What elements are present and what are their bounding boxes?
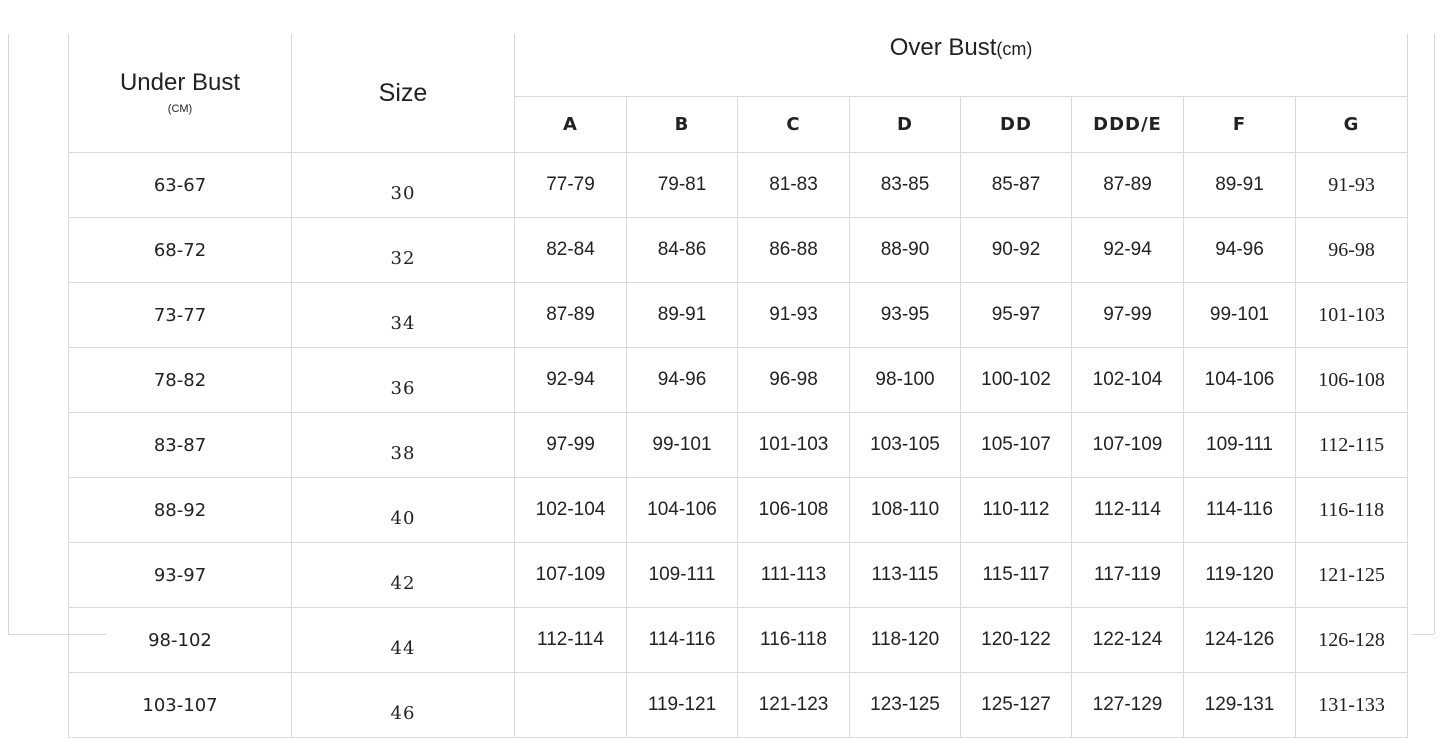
header-row-top	[69, 34, 1408, 97]
over-bust-cell: 95-97	[961, 283, 1072, 348]
under-bust-label: Under Bust	[119, 69, 241, 96]
over-bust-cell: 89-91	[627, 283, 738, 348]
cup-header-b: B	[627, 97, 738, 153]
size-header	[292, 34, 515, 153]
cup-header-d: D	[850, 97, 961, 153]
frame-bottom-border-right	[1412, 634, 1434, 635]
size-label: Size	[378, 78, 428, 107]
under-bust-cell: 98-102	[69, 608, 292, 673]
over-bust-cell: 81-83	[738, 153, 850, 218]
table-row	[69, 153, 1408, 218]
over-bust-cell: 96-98	[1296, 218, 1408, 283]
over-bust-cell: 90-92	[961, 218, 1072, 283]
over-bust-cell: 102-104	[515, 478, 627, 543]
over-bust-cell: 99-101	[1184, 283, 1296, 348]
over-bust-cell: 93-95	[850, 283, 961, 348]
over-bust-cell: 100-102	[961, 348, 1072, 413]
over-bust-cell: 103-105	[850, 413, 961, 478]
table-row	[69, 608, 1408, 673]
under-bust-cell: 63-67	[69, 153, 292, 218]
cup-header-c: C	[738, 97, 850, 153]
size-cell: 36	[292, 348, 515, 413]
under-bust-cell: 78-82	[69, 348, 292, 413]
over-bust-cell: 129-131	[1184, 673, 1296, 738]
cup-header-a: A	[515, 97, 627, 153]
size-cell: 34	[292, 283, 515, 348]
over-bust-cell: 92-94	[1072, 218, 1184, 283]
over-bust-cell: 98-100	[850, 348, 961, 413]
table-row	[69, 478, 1408, 543]
table-row	[69, 673, 1408, 738]
over-bust-cell: 87-89	[515, 283, 627, 348]
table-row	[69, 218, 1408, 283]
under-bust-cell: 93-97	[69, 543, 292, 608]
cup-header-f: F	[1184, 97, 1296, 153]
over-bust-cell: 82-84	[515, 218, 627, 283]
size-chart-table	[68, 34, 1408, 738]
over-bust-cell: 119-121	[627, 673, 738, 738]
over-bust-cell: 89-91	[1184, 153, 1296, 218]
over-bust-cell: 108-110	[850, 478, 961, 543]
over-bust-cell: 88-90	[850, 218, 961, 283]
frame-left-border	[8, 34, 9, 634]
under-bust-cell: 83-87	[69, 413, 292, 478]
over-bust-cell: 107-109	[515, 543, 627, 608]
over-bust-cell: 84-86	[627, 218, 738, 283]
over-bust-cell: 116-118	[738, 608, 850, 673]
over-bust-cell: 125-127	[961, 673, 1072, 738]
table-row	[69, 348, 1408, 413]
over-bust-cell: 104-106	[1184, 348, 1296, 413]
over-bust-cell: 77-79	[515, 153, 627, 218]
over-bust-cell: 101-103	[738, 413, 850, 478]
over-bust-cell: 112-114	[515, 608, 627, 673]
size-cell: 44	[292, 608, 515, 673]
under-bust-cell: 68-72	[69, 218, 292, 283]
over-bust-cell: 121-123	[738, 673, 850, 738]
size-cell: 46	[292, 673, 515, 738]
size-cell: 40	[292, 478, 515, 543]
over-bust-cell: 114-116	[627, 608, 738, 673]
under-bust-header	[69, 34, 292, 153]
over-bust-cell: 91-93	[738, 283, 850, 348]
table-row	[69, 413, 1408, 478]
over-bust-unit: (cm)	[996, 39, 1033, 59]
over-bust-cell: 124-126	[1184, 608, 1296, 673]
over-bust-cell: 117-119	[1072, 543, 1184, 608]
over-bust-cell: 120-122	[961, 608, 1072, 673]
over-bust-cell: 116-118	[1296, 478, 1408, 543]
over-bust-cell: 106-108	[1296, 348, 1408, 413]
under-bust-cell: 103-107	[69, 673, 292, 738]
over-bust-cell: 91-93	[1296, 153, 1408, 218]
cup-header-dd: DD	[961, 97, 1072, 153]
under-bust-unit: (CM)	[167, 103, 193, 115]
size-cell: 42	[292, 543, 515, 608]
table-row	[69, 543, 1408, 608]
over-bust-cell: 131-133	[1296, 673, 1408, 738]
cup-header-g: G	[1296, 97, 1408, 153]
over-bust-cell: 106-108	[738, 478, 850, 543]
under-bust-cell: 88-92	[69, 478, 292, 543]
over-bust-cell: 107-109	[1072, 413, 1184, 478]
over-bust-cell: 85-87	[961, 153, 1072, 218]
over-bust-cell: 79-81	[627, 153, 738, 218]
over-bust-cell: 110-112	[961, 478, 1072, 543]
over-bust-cell: 126-128	[1296, 608, 1408, 673]
over-bust-cell: 113-115	[850, 543, 961, 608]
over-bust-cell: 122-124	[1072, 608, 1184, 673]
over-bust-cell: 119-120	[1184, 543, 1296, 608]
over-bust-cell: 115-117	[961, 543, 1072, 608]
over-bust-cell: 99-101	[627, 413, 738, 478]
over-bust-cell: 94-96	[627, 348, 738, 413]
over-bust-cell: 104-106	[627, 478, 738, 543]
over-bust-cell: 102-104	[1072, 348, 1184, 413]
over-bust-cell: 123-125	[850, 673, 961, 738]
size-cell: 38	[292, 413, 515, 478]
over-bust-cell: 127-129	[1072, 673, 1184, 738]
frame-right-border	[1434, 34, 1435, 634]
over-bust-cell: 101-103	[1296, 283, 1408, 348]
size-cell: 30	[292, 153, 515, 218]
table-row	[69, 283, 1408, 348]
over-bust-header	[515, 34, 1408, 97]
over-bust-cell: 112-114	[1072, 478, 1184, 543]
over-bust-cell: 96-98	[738, 348, 850, 413]
over-bust-cell: 87-89	[1072, 153, 1184, 218]
over-bust-cell: 114-116	[1184, 478, 1296, 543]
over-bust-cell: 94-96	[1184, 218, 1296, 283]
over-bust-cell: 111-113	[738, 543, 850, 608]
over-bust-cell: 97-99	[1072, 283, 1184, 348]
over-bust-cell: 121-125	[1296, 543, 1408, 608]
under-bust-cell: 73-77	[69, 283, 292, 348]
cup-header-ddde: DDD/E	[1072, 97, 1184, 153]
over-bust-cell: 118-120	[850, 608, 961, 673]
over-bust-cell: 109-111	[627, 543, 738, 608]
over-bust-cell: 83-85	[850, 153, 961, 218]
size-cell: 32	[292, 218, 515, 283]
over-bust-cell: 105-107	[961, 413, 1072, 478]
over-bust-cell: 109-111	[1184, 413, 1296, 478]
over-bust-cell: 86-88	[738, 218, 850, 283]
over-bust-label	[890, 34, 1033, 62]
over-bust-cell: 92-94	[515, 348, 627, 413]
over-bust-cell	[515, 673, 627, 738]
over-bust-cell: 112-115	[1296, 413, 1408, 478]
over-bust-text: Over Bust	[889, 34, 997, 61]
over-bust-cell: 97-99	[515, 413, 627, 478]
